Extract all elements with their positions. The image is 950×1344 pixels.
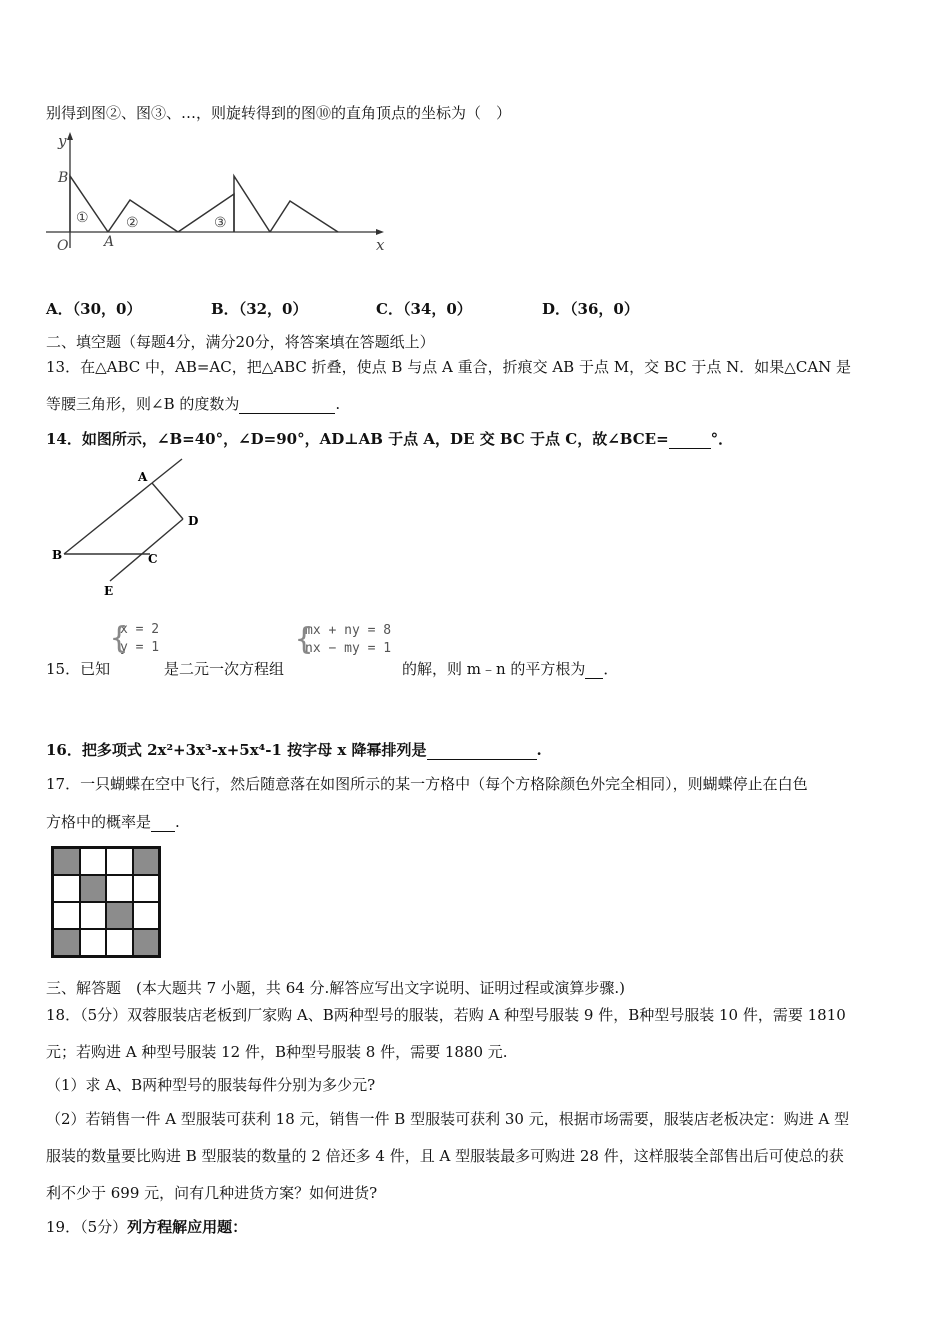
q15-blank (585, 660, 603, 679)
grid-cell-white (106, 875, 133, 902)
ray-ad (152, 459, 182, 483)
q13-line2: 等腰三角形，则∠B 的度数为 . (46, 395, 341, 413)
q17-line2: 方格中的概率是 . (46, 813, 180, 831)
grid-cell-gray (53, 848, 80, 875)
q15-mid: 是二元一次方程组 (164, 660, 285, 678)
grid-cell-white (106, 848, 133, 875)
b-label: B (58, 170, 69, 186)
section-3-title: 三、解答题 (本大题共 7 小题，共 64 分.解答应写出文字说明、证明过程或演算步骤.) (46, 979, 625, 997)
marker-2: ② (126, 215, 139, 231)
grid-cell-white (133, 875, 160, 902)
grid-cell-gray (80, 875, 107, 902)
label-b: B (52, 548, 63, 562)
q17-line1: 17．一只蝴蝶在空中飞行，然后随意落在如图所示的某一方格中（每个方格除颜色外完全相同），则蝴蝶停止在白色 (46, 775, 808, 793)
grid-cell-white (53, 875, 80, 902)
q15-tail: 的解，则 m﹣n 的平方根为 ． (402, 660, 619, 678)
x-axis-arrow (376, 229, 384, 235)
q13-line1: 13．在△ABC 中，AB=AC，把△ABC 折叠，使点 B 与点 A 重合，折痕交 AB 于点 M，交 BC 于点 N．如果△CAN 是 (46, 358, 852, 376)
grid-cell-white (80, 902, 107, 929)
grid-cell-gray (133, 848, 160, 875)
grid-cell-gray (106, 902, 133, 929)
q17-grid (51, 846, 161, 958)
q14-blank (669, 430, 711, 449)
q12-figure (40, 128, 400, 258)
q15-system-2: { mx + ny = 8 nx − my = 1 (295, 622, 392, 657)
q18-line6: 利不少于 699 元，问有几种进货方案？如何进货? (46, 1184, 378, 1202)
q19: 19．（5分）列方程解应用题： (46, 1218, 248, 1236)
label-d: D (188, 514, 199, 528)
label-a: A (138, 470, 148, 484)
grid-cell-white (80, 929, 107, 956)
origin-label: O (57, 238, 69, 254)
grid-cell-gray (133, 929, 160, 956)
q17-blank (151, 813, 175, 832)
q18-line1: 18．（5分）双蓉服装店老板到厂家购 A、B两种型号的服装，若购 A 种型号服装 9 件，B种型号服装 10 件，需要 1810 (46, 1006, 846, 1024)
a-label: A (104, 234, 115, 250)
label-e: E (104, 584, 114, 598)
triangle-4 (234, 176, 270, 232)
grid-cell-gray (53, 929, 80, 956)
segment-ba (64, 483, 152, 554)
q18-line5: 服装的数量要比购进 B 型服装的数量的 2 倍还多 4 件，且 A 型服装最多可购进 28 件，这样服装全部售出后可使总的获 (46, 1147, 844, 1165)
q15-num: 15．已知 (46, 660, 111, 678)
triangle-5 (270, 201, 338, 232)
option-c: C．（34，0） (376, 300, 472, 318)
q14-figure (40, 456, 220, 606)
grid-cell-white (80, 848, 107, 875)
option-a: A．（30，0） (46, 300, 142, 318)
q13-blank (239, 395, 335, 414)
grid-cell-white (106, 929, 133, 956)
q18-line2: 元；若购进 A 种型号服装 12 件，B种型号服装 8 件，需要 1880 元. (46, 1043, 508, 1061)
marker-3: ③ (214, 215, 227, 231)
q18-line3: （1）求 A、B两种型号的服装每件分别为多少元? (46, 1076, 376, 1094)
option-d: D．（36，0） (542, 300, 639, 318)
label-c: C (148, 552, 158, 566)
y-label: y (58, 132, 67, 150)
q18-line4: （2）若销售一件 A 型服装可获利 18 元，销售一件 B 型服装可获利 30 元，根据市场需要，服装店老板决定：购进 A 型 (46, 1110, 850, 1128)
marker-1: ① (76, 210, 89, 226)
q12-stem: 别得到图②、图③、…，则旋转得到的图⑩的直角顶点的坐标为（ ） (46, 104, 512, 122)
y-axis-arrow (67, 132, 73, 140)
segment-de (110, 519, 183, 581)
q16-blank (427, 741, 537, 760)
q15-system-1: { x = 2 y = 1 (110, 621, 160, 656)
q14-text: 14．如图所示，∠B=40°，∠D=90°，AD⊥AB 于点 A，DE 交 BC 于点 C，故∠BCE= °． (46, 430, 734, 448)
triangle-2 (108, 200, 178, 232)
grid-cell-white (133, 902, 160, 929)
segment-ad (152, 483, 183, 519)
q16-text: 16．把多项式 2x²+3x³-x+5x⁴-1 按字母 x 降幂排列是 . (46, 741, 542, 759)
x-label: x (376, 236, 385, 254)
grid-cell-white (53, 902, 80, 929)
section-2-title: 二、填空题（每题4分，满分20分，将答案填在答题纸上） (46, 333, 435, 351)
option-b: B．（32，0） (211, 300, 308, 318)
